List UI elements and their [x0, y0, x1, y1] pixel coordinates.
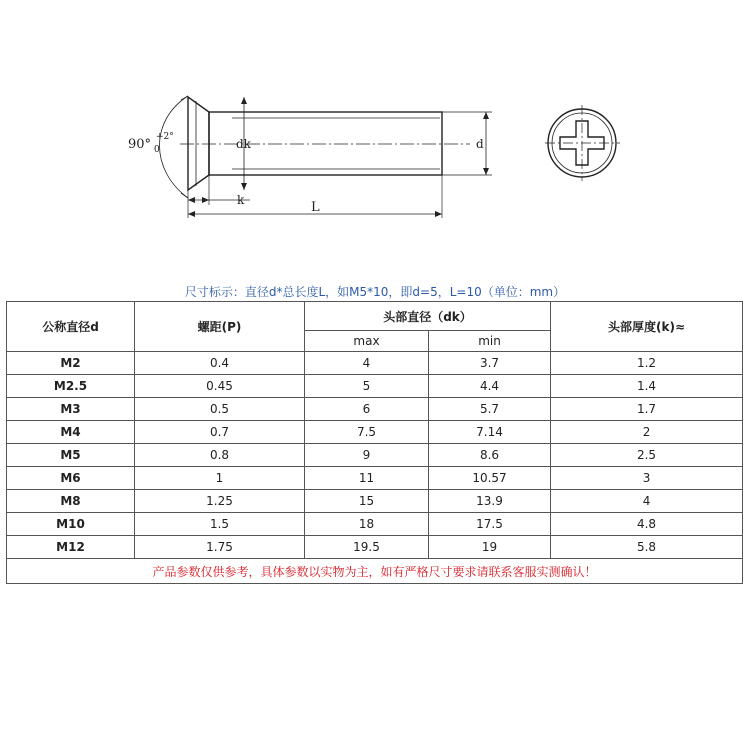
cell-pitch: 0.45 — [135, 375, 305, 398]
cell-k: 2.5 — [551, 444, 743, 467]
cell-size: M10 — [7, 513, 135, 536]
header-head-thick: 头部厚度(k)≈ — [551, 302, 743, 352]
cell-size: M12 — [7, 536, 135, 559]
label-L: L — [311, 200, 320, 215]
cell-pitch: 0.8 — [135, 444, 305, 467]
cell-max: 4 — [305, 352, 429, 375]
cell-max: 9 — [305, 444, 429, 467]
cell-k: 4 — [551, 490, 743, 513]
cell-pitch: 0.7 — [135, 421, 305, 444]
cell-min: 17.5 — [429, 513, 551, 536]
cell-pitch: 1.25 — [135, 490, 305, 513]
cell-size: M6 — [7, 467, 135, 490]
cell-max: 7.5 — [305, 421, 429, 444]
disclaimer-note: 产品参数仅供参考，具体参数以实物为主，如有严格尺寸要求请联系客服实测确认！ — [7, 559, 743, 584]
cell-k: 3 — [551, 467, 743, 490]
header-max: max — [305, 331, 429, 352]
cell-size: M2 — [7, 352, 135, 375]
cell-pitch: 0.4 — [135, 352, 305, 375]
cell-min: 19 — [429, 536, 551, 559]
size-caption: 尺寸标示：直径d*总长度L，如M5*10，即d=5，L=10（单位：mm） — [184, 285, 566, 299]
cell-max: 15 — [305, 490, 429, 513]
cell-pitch: 1 — [135, 467, 305, 490]
cell-max: 11 — [305, 467, 429, 490]
cell-max: 18 — [305, 513, 429, 536]
table-row — [7, 513, 743, 536]
table-row — [7, 467, 743, 490]
cell-max: 19.5 — [305, 536, 429, 559]
cell-k: 4.8 — [551, 513, 743, 536]
cell-min: 3.7 — [429, 352, 551, 375]
table-row — [7, 490, 743, 513]
cell-k: 1.4 — [551, 375, 743, 398]
cell-min: 5.7 — [429, 398, 551, 421]
header-head-dia: 头部直径（dk） — [305, 302, 551, 331]
cell-max: 6 — [305, 398, 429, 421]
angle-tol-upper: +2° — [156, 132, 174, 142]
angle-arc — [160, 96, 189, 198]
table-row — [7, 444, 743, 467]
cell-size: M2.5 — [7, 375, 135, 398]
label-d: d — [476, 137, 484, 151]
cell-min: 7.14 — [429, 421, 551, 444]
cell-pitch: 1.5 — [135, 513, 305, 536]
cell-min: 8.6 — [429, 444, 551, 467]
screw-technical-drawing — [0, 0, 750, 280]
cell-pitch: 0.5 — [135, 398, 305, 421]
cell-max: 5 — [305, 375, 429, 398]
angle-tol-lower: 0 — [154, 145, 160, 155]
header-min: min — [429, 331, 551, 352]
screw-head — [188, 97, 209, 190]
cell-size: M4 — [7, 421, 135, 444]
header-nominal: 公称直径d — [7, 302, 135, 352]
cell-k: 1.7 — [551, 398, 743, 421]
cell-size: M5 — [7, 444, 135, 467]
label-k: k — [237, 193, 245, 207]
table-row — [7, 375, 743, 398]
header-pitch: 螺距(P) — [135, 302, 305, 352]
angle-label: 90° — [128, 137, 152, 152]
table-row — [7, 421, 743, 444]
cell-k: 1.2 — [551, 352, 743, 375]
spec-table — [6, 301, 743, 584]
table-row — [7, 352, 743, 375]
table-row — [7, 398, 743, 421]
cell-pitch: 1.75 — [135, 536, 305, 559]
cell-min: 13.9 — [429, 490, 551, 513]
table-row — [7, 536, 743, 559]
cell-k: 5.8 — [551, 536, 743, 559]
cell-min: 4.4 — [429, 375, 551, 398]
cell-size: M3 — [7, 398, 135, 421]
cell-size: M8 — [7, 490, 135, 513]
cell-k: 2 — [551, 421, 743, 444]
cell-min: 10.57 — [429, 467, 551, 490]
note-row — [7, 559, 743, 584]
label-dk: dk — [236, 137, 251, 151]
